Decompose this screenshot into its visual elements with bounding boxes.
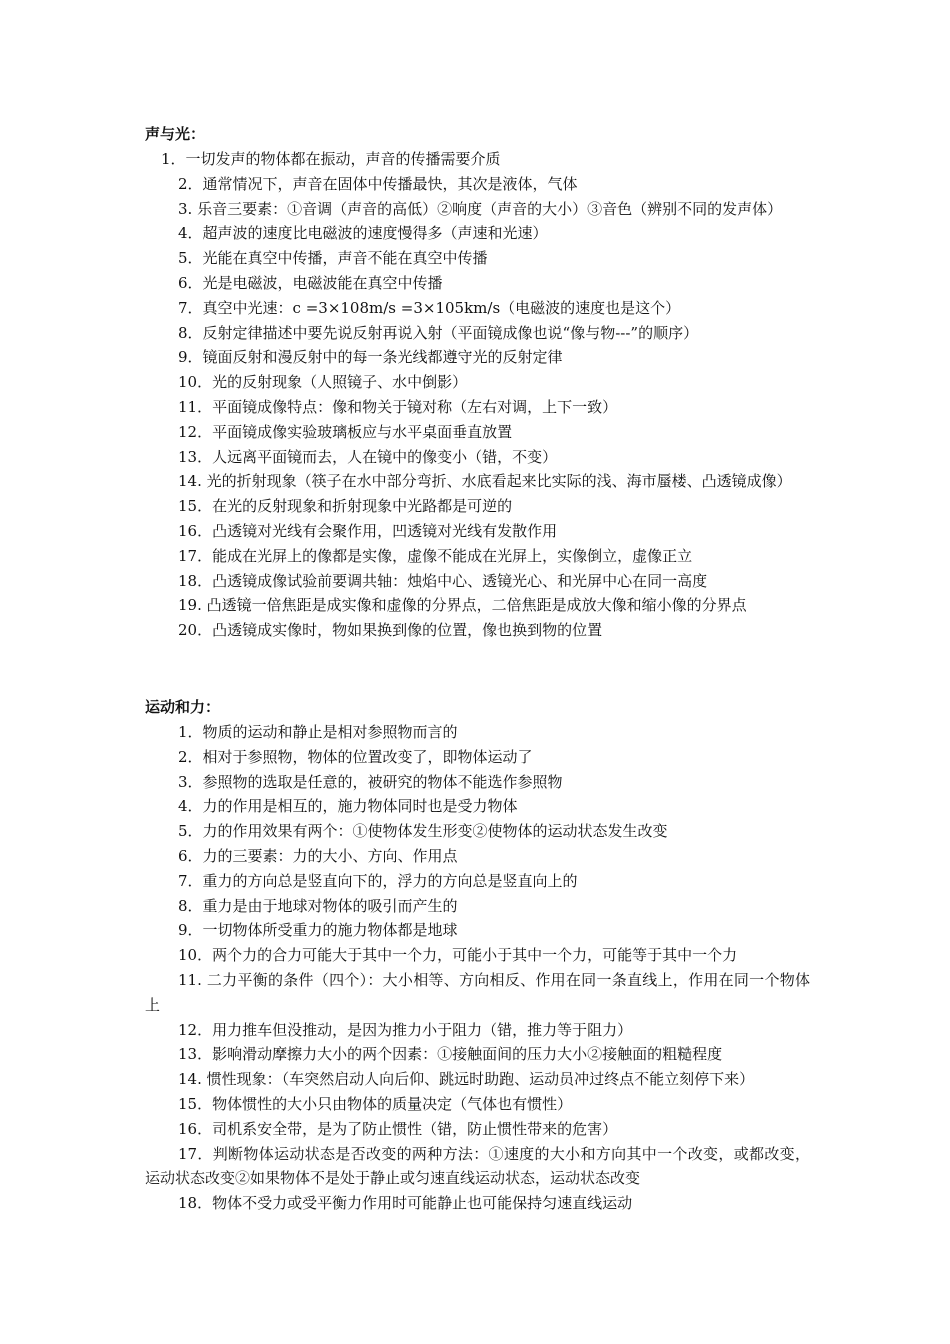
list-item: 2．通常情况下，声音在固体中传播最快，其次是液体，气体 [178, 174, 578, 193]
list-item: 17．能成在光屏上的像都是实像，虚像不能成在光屏上，实像倒立，虚像正立 [178, 546, 693, 565]
list-item: 4．力的作用是相互的，施力物体同时也是受力物体 [178, 797, 518, 816]
list-item: 2．相对于参照物，物体的位置改变了，即物体运动了 [178, 747, 533, 766]
list-item: 14. 惯性现象：（车突然启动人向后仰、跳远时助跑、运动员冲过终点不能立刻停下来） [178, 1070, 755, 1089]
list-item: 12．用力推车但没推动，是因为推力小于阻力（错，推力等于阻力） [178, 1020, 633, 1039]
list-item: 8．反射定律描述中要先说反射再说入射（平面镜成像也说“像与物---”的顺序） [178, 323, 699, 342]
list-item: 9．一切物体所受重力的施力物体都是地球 [178, 921, 458, 940]
list-item: 15．在光的反射现象和折射现象中光路都是可逆的 [178, 497, 513, 516]
list-item: 5．力的作用效果有两个：①使物体发生形变②使物体的运动状态发生改变 [178, 822, 668, 841]
list-item: 5．光能在真空中传播，声音不能在真空中传播 [178, 249, 488, 268]
list-item: 17．判断物体运动状态是否改变的两种方法：①速度的大小和方向其中一个改变，或都改变，运动状态改变②如果物体不是处于静止或匀速直线运动状态，运动状态改变 [145, 1144, 810, 1188]
list-item: 13．人远离平面镜而去，人在镜中的像变小（错，不变） [178, 447, 558, 466]
list-item: 13．影响滑动摩擦力大小的两个因素：①接触面间的压力大小②接触面的粗糙程度 [178, 1045, 723, 1064]
list-item: 15．物体惯性的大小只由物体的质量决定（气体也有惯性） [178, 1094, 573, 1113]
list-item: 10．光的反射现象（人照镜子、水中倒影） [178, 373, 468, 392]
list-item: 19. 凸透镜一倍焦距是成实像和虚像的分界点，二倍焦距是成放大像和缩小像的分界点 [178, 596, 747, 615]
list-item: 18．凸透镜成像试验前要调共轴：烛焰中心、透镜光心、和光屏中心在同一高度 [178, 571, 708, 590]
section-motion-and-force [145, 695, 810, 1216]
list-item: 7．重力的方向总是竖直向下的，浮力的方向总是竖直向上的 [178, 871, 578, 890]
list-item: 6．光是电磁波，电磁波能在真空中传播 [178, 273, 443, 292]
list-item: 9．镜面反射和漫反射中的每一条光线都遵守光的反射定律 [178, 348, 563, 367]
section-heading: 运动和力： [145, 698, 221, 716]
list-item: 7．真空中光速：c =3×108m/s =3×105km/s（电磁波的速度也是这个） [178, 298, 681, 317]
list-item: 3．参照物的选取是任意的，被研究的物体不能选作参照物 [178, 772, 563, 791]
list-item: 11．平面镜成像特点：像和物关于镜对称（左右对调，上下一致） [178, 397, 618, 416]
list-item: 4．超声波的速度比电磁波的速度慢得多（声速和光速） [178, 224, 548, 243]
list-item: 11. 二力平衡的条件（四个）：大小相等、方向相反、作用在同一条直线上，作用在同一个物体上 [145, 970, 810, 1014]
list-item: 12．平面镜成像实验玻璃板应与水平桌面垂直放置 [178, 422, 513, 441]
list-item: 3. 乐音三要素：①音调（声音的高低）②响度（声音的大小）③音色（辨别不同的发声体） [178, 199, 783, 218]
list-item: 20．凸透镜成实像时，物如果换到像的位置，像也换到物的位置 [178, 621, 603, 640]
list-item: 14. 光的折射现象（筷子在水中部分弯折、水底看起来比实际的浅、海市蜃楼、凸透镜成像） [178, 472, 792, 491]
list-item: 18．物体不受力或受平衡力作用时可能静止也可能保持匀速直线运动 [178, 1194, 633, 1213]
list-item: 1．一切发声的物体都在振动，声音的传播需要介质 [161, 150, 501, 168]
list-item: 16．凸透镜对光线有会聚作用，凹透镜对光线有发散作用 [178, 521, 558, 540]
list-item: 6．力的三要素：力的大小、方向、作用点 [178, 846, 458, 865]
list-item: 1．物质的运动和静止是相对参照物而言的 [178, 723, 458, 741]
list-item: 16．司机系安全带，是为了防止惯性（错，防止惯性带来的危害） [178, 1119, 618, 1138]
section-heading: 声与光： [145, 125, 206, 143]
list-item: 8．重力是由于地球对物体的吸引而产生的 [178, 896, 458, 915]
section-sound-and-light [145, 122, 810, 643]
list-item: 10．两个力的合力可能大于其中一个力，可能小于其中一个力，可能等于其中一个力 [178, 946, 738, 965]
